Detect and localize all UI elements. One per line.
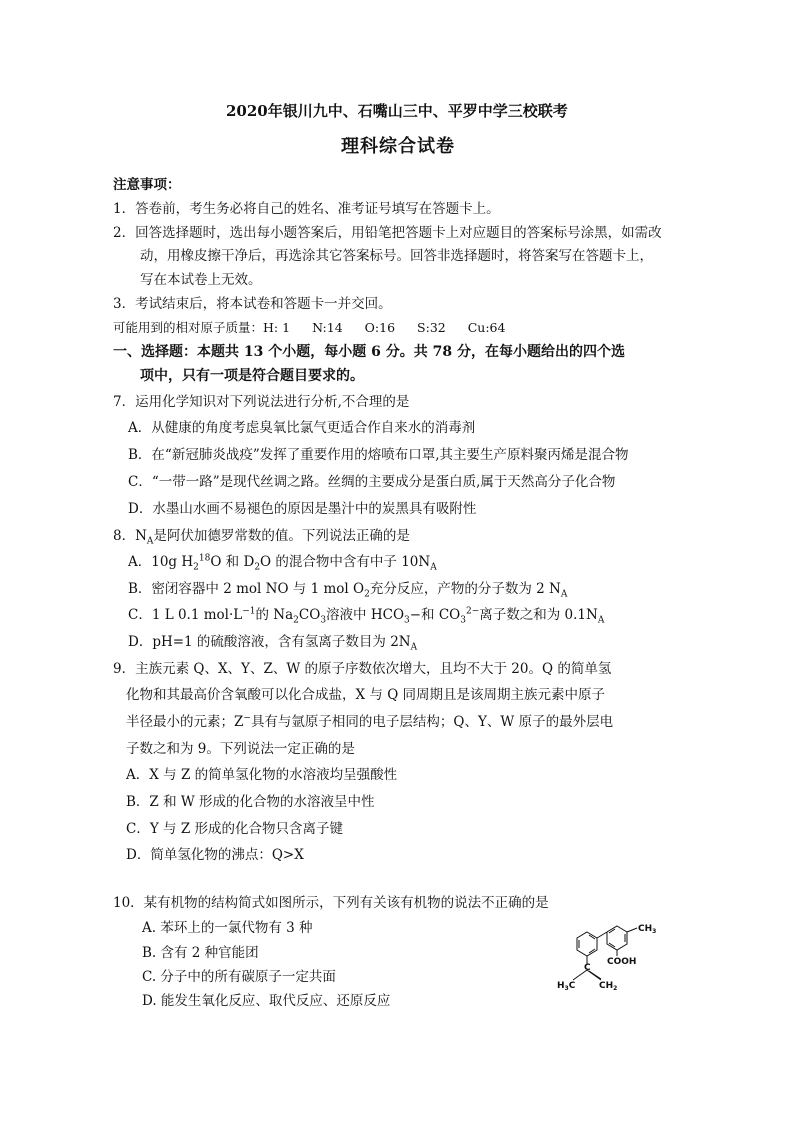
atomic-masses-line — [113, 319, 505, 337]
q9-stem-line2: 化物和其最高价含氧酸可以化合成盐，X 与 Q 同周期且是该周期主族元素中原子 — [126, 687, 606, 703]
ch3-label: $CH_3$ — [638, 924, 657, 935]
q7-stem: 7．运用化学知识对下列说法进行分析,不合理的是 — [113, 394, 410, 410]
q9-stem-line3 — [126, 713, 613, 731]
q8-a-d2: 2 — [254, 562, 261, 573]
section1-heading: 一、选择题：本题共 13 个小题，每小题 6 分。共 78 分，在每小题给出的四个选 — [113, 344, 625, 360]
atomic-mass-cu: Cu:64 — [467, 320, 506, 335]
q10-option-c: C. 分子中的所有碳原子一定共面 — [142, 969, 336, 985]
left-benzene-ring — [577, 932, 597, 956]
q8-stem-n: 8．N — [113, 528, 147, 544]
q8-c-s3: 3 — [320, 615, 327, 626]
q7-option-c: C．“一带一路”是现代丝调之路。丝绸的主要成分是蛋白质,属于天然高分子化合物 — [128, 474, 616, 490]
q9-option-d: D．简单氢化物的沸点：Q>X — [126, 847, 304, 863]
q8-b-na: A — [560, 589, 568, 600]
molecule-structure — [555, 918, 675, 998]
c-label: C — [584, 963, 591, 973]
q8-c-s3b: 3 — [404, 615, 410, 626]
q8-c-co3: CO — [298, 607, 321, 623]
note-item-1: 1．答卷前，考生务必将自己的姓名、准考证号填写在答题卡上。 — [113, 201, 500, 217]
q8-option-b — [128, 580, 567, 598]
q9-option-a: A．X 与 Z 的简单氢化物的水溶液均呈强酸性 — [126, 767, 398, 783]
h3c-label: $H_3C$ — [557, 981, 576, 992]
q8-c-na: A — [597, 615, 605, 626]
biaryl-bond — [597, 932, 607, 938]
cooh-label: COOH — [607, 957, 637, 967]
atomic-mass-s: S:32 — [417, 320, 446, 335]
q8-option-d — [128, 633, 417, 651]
q9-stem-line4: 子数之和为 9。下列说法一定正确的是 — [126, 741, 355, 757]
q8-a-mid: O 和 D — [210, 554, 255, 570]
q8-stem-rest: 是阿伏加德罗常数的值。下列说法正确的是 — [153, 528, 410, 544]
q7-option-b: B．在“新冠肺炎战疫”发挥了重要作用的熔喷布口罩,其主要生产原料聚丙烯是混合物 — [128, 447, 629, 463]
q8-c-pre: C．1 L 0.1 mol·L — [128, 607, 243, 623]
q8-a-18: 18 — [198, 553, 211, 564]
q8-a-h2: 2 — [193, 562, 199, 573]
q8-stem-sub: A — [146, 536, 154, 547]
q8-c-sup2: 2− — [465, 606, 480, 617]
exam-subtitle: 理科综合试卷 — [341, 136, 455, 157]
q7-option-d: D．水墨山水画不易褪色的原因是墨汁中的炭黑具有吸附性 — [128, 501, 477, 517]
section1-heading-cont: 项中，只有一项是符合题目要求的。 — [140, 368, 364, 384]
exam-title: 2020年银川九中、石嘴山三中、平罗中学三校联考 — [226, 102, 568, 120]
q8-a-na: A — [430, 562, 437, 573]
atomic-mass-o: O:16 — [364, 320, 396, 335]
methyl-bond — [627, 928, 637, 932]
q10-option-d: D. 能发生氧化反应、取代反应、还原反应 — [142, 993, 391, 1009]
note-item-3: 3．考试结束后，将本试卷和答题卡一并交回。 — [113, 296, 392, 312]
q8-option-a — [128, 553, 437, 571]
q8-d-na: A — [410, 642, 418, 653]
q9-stem-line1: 9．主族元素 Q、X、Y、Z、W 的原子序数依次增大，且均不大于 20。Q 的简单氢 — [113, 661, 612, 677]
q8-a-post: O 的混合物中含有中子 10N — [260, 554, 431, 570]
q8-b-pre: B．密闭容器中 2 mol NO 与 1 mol O — [128, 581, 365, 597]
q8-c-s3c: 3 — [460, 615, 466, 626]
q8-option-c — [128, 606, 604, 624]
q9-option-c: C．Y 与 Z 形成的化合物只含离子键 — [126, 821, 343, 837]
q9-line3-rest: 具有与氩原子相同的电子层结构；Q、Y、W 原子的最外层电 — [250, 714, 614, 730]
ch2-label: $CH_2$ — [599, 981, 618, 992]
q8-b-o2: 2 — [364, 589, 370, 600]
note-item-2: 2．回答选择题时，选出每小题答案后，用铅笔把答题卡上对应题目的答案标号涂黑，如需改 — [113, 225, 662, 241]
q8-a-pre: A．10g H — [128, 554, 194, 570]
q8-b-post: 充分反应，产物的分子数为 2 N — [369, 581, 561, 597]
notes-heading: 注意事项： — [113, 177, 181, 193]
q7-option-a: A．从健康的角度考虑臭氧比氯气更适合作自来水的消毒剂 — [128, 420, 476, 436]
q10-stem: 10．某有机物的结构简式如图所示，下列有关该有机物的说法不正确的是 — [113, 895, 549, 911]
q10-option-a: A. 苯环上的一氯代物有 3 种 — [142, 920, 313, 936]
q8-c-minus: −和 CO — [409, 607, 461, 623]
note-item-2-cont: 动，用橡皮擦干净后，再选涂其它答案标号。回答非选择题时，将答案写在答题卡上， — [140, 248, 653, 264]
q9-line3-pre: 半径最小的元素；Z — [126, 714, 244, 730]
atomic-mass-n: N:14 — [312, 320, 343, 335]
q9-line3-sup: − — [243, 713, 251, 724]
q8-c-na2: 的 Na — [255, 607, 294, 623]
note-item-2-cont2: 写在本试卷上无效。 — [140, 272, 262, 288]
q8-d-pre: D．pH=1 的硫酸溶液，含有氢离子数目为 2N — [128, 634, 411, 650]
right-benzene-ring — [607, 926, 627, 950]
q10-option-b: B. 含有 2 种官能团 — [142, 945, 259, 961]
q8-c-s2: 2 — [293, 615, 299, 626]
q8-stem — [113, 527, 410, 545]
atomic-masses-label: 可能用到的相对原子质量： — [113, 320, 264, 335]
q8-c-m1: −1 — [242, 606, 256, 617]
q9-option-b: B．Z 和 W 形成的化合物的水溶液呈中性 — [126, 794, 375, 810]
q8-c-mid: 溶液中 HCO — [326, 607, 405, 623]
q8-c-post: 离子数之和为 0.1N — [479, 607, 598, 623]
atomic-mass-h: H: 1 — [263, 320, 291, 335]
